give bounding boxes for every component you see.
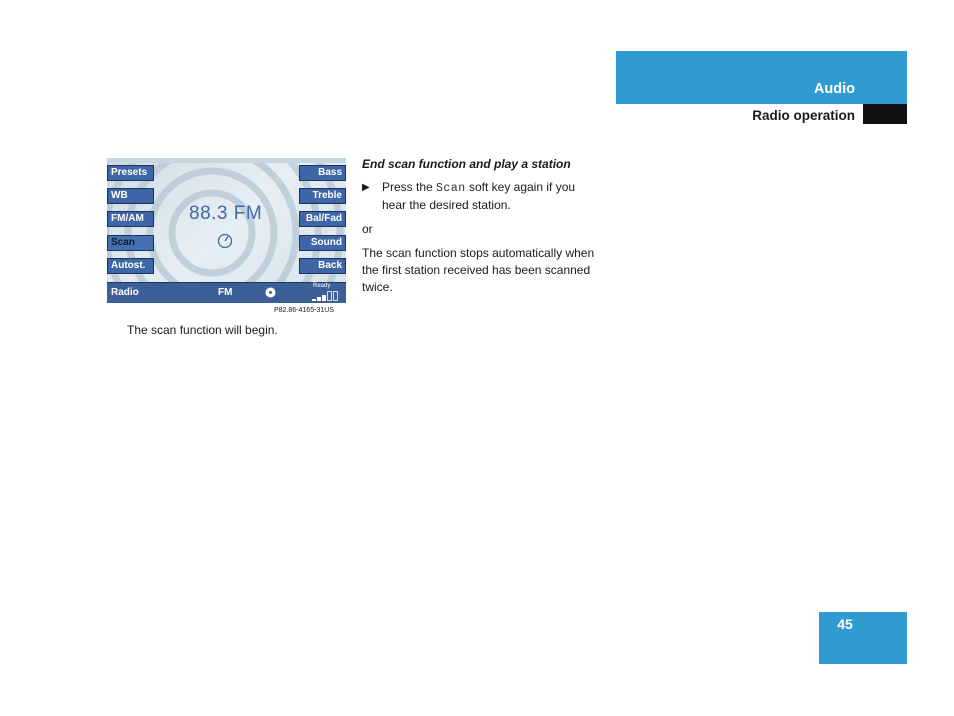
bass-key[interactable]: Bass xyxy=(299,165,346,181)
instruction-heading: End scan function and play a station xyxy=(362,157,571,171)
section-marker xyxy=(863,104,907,124)
band-label: FM xyxy=(218,287,233,298)
autost-key[interactable]: Autost. xyxy=(107,258,154,274)
ready-label: Ready xyxy=(313,283,331,289)
radio-display xyxy=(107,158,346,303)
page-number: 45 xyxy=(837,616,853,632)
signal-strength-icon xyxy=(312,290,344,302)
fm-am-key[interactable]: FM/AM xyxy=(107,211,154,227)
back-key[interactable]: Back xyxy=(299,258,346,274)
cd-icon xyxy=(265,287,276,298)
bal-fad-key[interactable]: Bal/Fad xyxy=(299,211,346,227)
section-title: Audio xyxy=(813,81,855,97)
subsection-title: Radio operation xyxy=(752,108,855,123)
treble-key[interactable]: Treble xyxy=(299,188,346,204)
source-label: Radio xyxy=(111,287,139,298)
bullet-arrow-icon: ▶ xyxy=(362,182,370,193)
sound-key[interactable]: Sound xyxy=(299,235,346,251)
status-bar xyxy=(107,282,346,303)
page-number-box xyxy=(819,612,907,664)
instruction-step: ▶ Press the Scan soft key again if you hear the desired station. xyxy=(362,180,576,212)
section-header xyxy=(616,51,907,104)
presets-key[interactable]: Presets xyxy=(107,165,154,181)
figure-id: P82.86-4165-31US xyxy=(274,307,334,314)
figure-caption: The scan function will begin. xyxy=(127,323,278,337)
or-text: or xyxy=(362,222,373,236)
instructions-column xyxy=(362,156,602,303)
frequency-readout: 88.3 FM xyxy=(189,203,263,224)
scan-timer-icon xyxy=(217,233,233,249)
scan-key-reference: Scan xyxy=(436,182,466,195)
scan-key[interactable]: Scan xyxy=(107,235,154,251)
instruction-note: The scan function stops automatically when the first station received has been scanned twice. xyxy=(362,246,595,294)
wb-key[interactable]: WB xyxy=(107,188,154,204)
